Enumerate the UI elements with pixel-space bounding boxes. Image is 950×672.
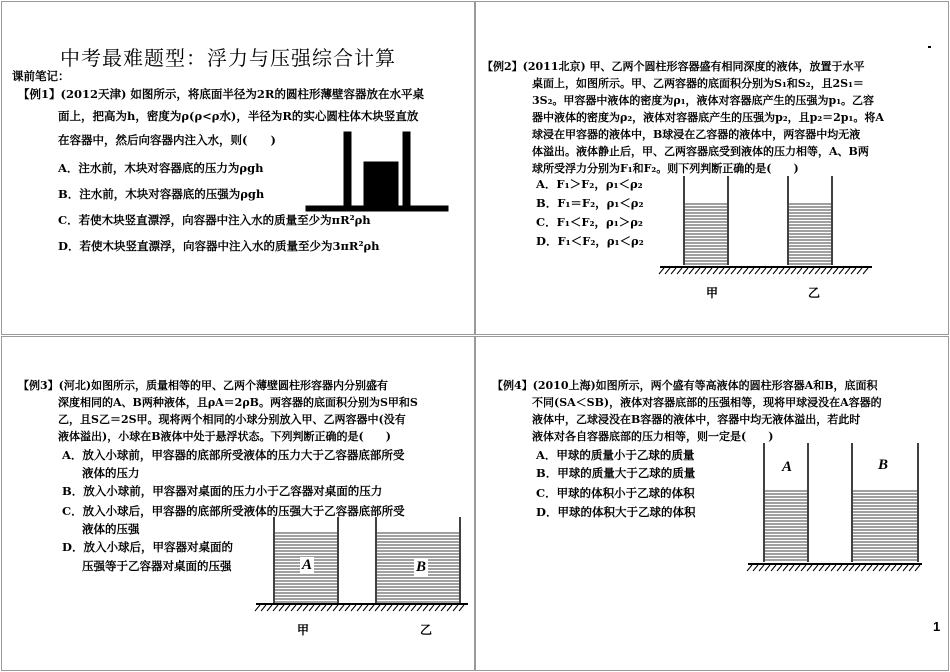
ground-hatch: [843, 565, 848, 571]
option-b: B．F₁＝F₂，ρ₁＜ρ₂: [536, 196, 644, 210]
ground-hatch: [837, 565, 842, 571]
ground-hatch: [725, 268, 730, 274]
ground-hatch: [411, 605, 416, 611]
ground-hatch: [713, 268, 718, 274]
ground-hatch: [779, 268, 784, 274]
ground-hatch: [831, 565, 836, 571]
ground-hatch: [855, 565, 860, 571]
ground-hatch: [827, 268, 832, 274]
option-b: B．甲球的质量大于乙球的质量: [536, 466, 696, 480]
ground-hatch: [291, 605, 296, 611]
two-liquid-containers-diagram: [252, 513, 472, 613]
ground-hatch: [423, 605, 428, 611]
ground-hatch: [849, 565, 854, 571]
ground-hatch: [707, 268, 712, 274]
ground-hatch: [375, 605, 380, 611]
ground-hatch: [261, 605, 266, 611]
notes-label: 课前笔记：: [12, 69, 70, 83]
ground-hatch: [387, 605, 392, 611]
option-a: A．注水前，木块对容器底的压力为ρgh: [58, 161, 264, 175]
ground-hatch: [863, 268, 868, 274]
ground-hatch: [273, 605, 278, 611]
question-line: 液体对各自容器底部的压力相等，则一定是( ): [532, 430, 774, 443]
ground-hatch: [897, 565, 902, 571]
option-c: C．甲球的体积小于乙球的体积: [536, 486, 695, 500]
ground-hatch: [737, 268, 742, 274]
ground-hatch: [783, 565, 788, 571]
ground-hatch: [789, 565, 794, 571]
question-line: 球所受浮力分别为F₁和F₂。则下列判断正确的是( ): [532, 162, 799, 175]
ground-hatch: [405, 605, 410, 611]
slide-example-3: [1, 336, 475, 671]
ground-hatch: [255, 605, 260, 611]
ground-hatch: [453, 605, 458, 611]
ground-hatch: [773, 268, 778, 274]
option-c: C．F₁＜F₂，ρ₁＞ρ₂: [536, 215, 643, 229]
ground-hatch: [351, 605, 356, 611]
option-c: C．若使木块竖直漂浮，向容器中注入水的质量至少为πR²ρh: [58, 213, 371, 227]
ground-hatch: [795, 565, 800, 571]
slide-example-4: [475, 336, 949, 671]
ground-hatch: [297, 605, 302, 611]
question-line: 深度相同的A、B两种液体，且ρA＝2ρB。两容器的底面积分别为S甲和S: [58, 396, 418, 409]
ground-hatch: [813, 565, 818, 571]
ground-hatch: [797, 268, 802, 274]
ground-hatch: [363, 605, 368, 611]
ground-hatch: [807, 565, 812, 571]
question-line: 桌面上，如图所示。甲、乙两容器的底面积分别为S₁和S₂，且2S₁＝: [532, 77, 864, 90]
question-line: 【例4】(2010上海)如图所示，两个盛有等高液体的圆柱形容器A和B，底面积: [492, 379, 878, 392]
two-containers-diagram: [656, 174, 886, 276]
ground-hatch: [683, 268, 688, 274]
question-line: 【例1】(2012天津) 如图所示，将底面半径为2R的圆柱形薄壁容器放在水平桌: [18, 87, 424, 101]
ground-hatch: [743, 268, 748, 274]
ground-hatch: [267, 605, 272, 611]
ground-hatch: [321, 605, 326, 611]
ground-hatch: [659, 268, 664, 274]
label-yi: 乙: [420, 623, 433, 637]
ground-hatch: [759, 565, 764, 571]
ground-hatch: [851, 268, 856, 274]
ground-hatch: [815, 268, 820, 274]
ground-hatch: [447, 605, 452, 611]
two-containers-ab-diagram: [744, 441, 924, 573]
ground-hatch: [441, 605, 446, 611]
question-line: 器中液体的密度为ρ₂，液体对容器底产生的压强为p₂，且p₂＝2p₁。将A: [532, 111, 884, 124]
container-with-wood-block-diagram: [302, 126, 452, 218]
ground-hatch: [381, 605, 386, 611]
ground-hatch: [357, 605, 362, 611]
ground-hatch: [821, 268, 826, 274]
ground-hatch: [671, 268, 676, 274]
ground-hatch: [345, 605, 350, 611]
question-line: 液体溢出)，小球在B液体中处于悬浮状态。下列判断正确的是( ): [58, 430, 391, 443]
option-a: A．甲球的质量小于乙球的质量: [536, 448, 695, 462]
option-d: D．放入小球后，甲容器对桌面的: [62, 540, 233, 554]
ground-hatch: [339, 605, 344, 611]
question-line: 在容器中，然后向容器内注入水，则( ): [58, 133, 276, 147]
ground-hatch: [873, 565, 878, 571]
ground-hatch: [459, 605, 464, 611]
ground-hatch: [719, 268, 724, 274]
ground-hatch: [833, 268, 838, 274]
ground-hatch: [327, 605, 332, 611]
ground-hatch: [749, 268, 754, 274]
ground-hatch: [303, 605, 308, 611]
ground-hatch: [315, 605, 320, 611]
ground-hatch: [809, 268, 814, 274]
ground-hatch: [891, 565, 896, 571]
option-a-cont: 液体的压力: [82, 466, 140, 480]
label-jia: 甲: [297, 623, 310, 637]
ground-hatch: [309, 605, 314, 611]
ground-hatch: [435, 605, 440, 611]
option-d: D．F₁＜F₂，ρ₁＜ρ₂: [536, 234, 644, 248]
ground-hatch: [819, 565, 824, 571]
question-line: 不同(SA＜SB)，液体对容器底部的压强相等，现将甲球浸没在A容器的: [532, 396, 882, 409]
question-line: 【例2】(2011北京) 甲、乙两个圆柱形容器盛有相同深度的液体，放置于水平: [482, 60, 865, 73]
ground-hatch: [861, 565, 866, 571]
ground-hatch: [915, 565, 920, 571]
option-a: A．F₁＞F₂，ρ₁＜ρ₂: [536, 177, 643, 191]
question-line: 3S₂。甲容器中液体的密度为ρ₁，液体对容器底产生的压强为p₁。乙容: [532, 94, 875, 107]
container-label-b: B: [878, 457, 889, 473]
ground-hatch: [689, 268, 694, 274]
slide-example-1: [1, 1, 475, 335]
page-title: 中考最难题型：浮力与压强综合计算: [60, 46, 396, 70]
ground-hatch: [429, 605, 434, 611]
ground-hatch: [393, 605, 398, 611]
ground-hatch: [747, 565, 752, 571]
ground-hatch: [761, 268, 766, 274]
ground-hatch: [731, 268, 736, 274]
ground-hatch: [695, 268, 700, 274]
label-yi: 乙: [808, 286, 821, 300]
ground-hatch: [857, 268, 862, 274]
ground-hatch: [909, 565, 914, 571]
ground-hatch: [825, 565, 830, 571]
ground-hatch: [785, 268, 790, 274]
ground-hatch: [755, 268, 760, 274]
ground-hatch: [753, 565, 758, 571]
ground-hatch: [333, 605, 338, 611]
ground-hatch: [839, 268, 844, 274]
ground-hatch: [845, 268, 850, 274]
liquid-label-a: A: [302, 557, 313, 573]
ground-hatch: [801, 565, 806, 571]
ground-hatch: [777, 565, 782, 571]
option-a: A．放入小球前，甲容器的底部所受液体的压力大于乙容器底部所受: [62, 448, 405, 462]
ground-hatch: [767, 268, 772, 274]
ground-hatch: [701, 268, 706, 274]
ground-hatch: [399, 605, 404, 611]
option-d-cont: 压强等于乙容器对桌面的压强: [82, 559, 232, 573]
option-c: C．放入小球后，甲容器的底部所受液体的压强大于乙容器底部所受: [62, 504, 405, 518]
option-d: D．若使木块竖直漂浮，向容器中注入水的质量至少为3πR²ρh: [58, 239, 380, 253]
ground-hatch: [803, 268, 808, 274]
ground-hatch: [867, 565, 872, 571]
option-d: D．甲球的体积大于乙球的体积: [536, 505, 696, 519]
ground-hatch: [879, 565, 884, 571]
ground-hatch: [369, 605, 374, 611]
question-line: 乙，且S乙＝2S甲。现将两个相同的小球分别放入甲、乙两容器中(没有: [58, 413, 406, 426]
ground-hatch: [285, 605, 290, 611]
option-c-cont: 液体的压强: [82, 522, 140, 536]
option-b: B．放入小球前，甲容器对桌面的压力小于乙容器对桌面的压力: [62, 484, 383, 498]
page-number: 1: [933, 619, 941, 634]
slide-example-2: [475, 1, 949, 335]
question-line: 体溢出。液体静止后，甲、乙两容器底受到液体的压力相等，A、B两: [532, 145, 869, 158]
ground-hatch: [677, 268, 682, 274]
ground-hatch: [885, 565, 890, 571]
question-line: 液体中，乙球浸没在B容器的液体中，容器中均无液体溢出，若此时: [532, 413, 861, 426]
ground-hatch: [791, 268, 796, 274]
question-line: 面上，把高为h，密度为ρ(ρ<ρ水)，半径为R的实心圆柱体木块竖直放: [58, 109, 419, 123]
label-jia: 甲: [706, 286, 719, 300]
ground-hatch: [665, 268, 670, 274]
option-b: B．注水前，木块对容器底的压强为ρgh: [58, 187, 265, 201]
ground-hatch: [765, 565, 770, 571]
ground-hatch: [417, 605, 422, 611]
question-line: 球浸在甲容器的液体中，B球浸在乙容器的液体中，两容器中均无液: [532, 128, 861, 141]
ground-hatch: [903, 565, 908, 571]
container-label-a: A: [782, 459, 793, 475]
question-line: 【例3】(河北)如图所示，质量相等的甲、乙两个薄壁圆柱形容器内分别盛有: [18, 379, 389, 392]
ground-hatch: [771, 565, 776, 571]
liquid-label-b: B: [416, 559, 427, 575]
ground-hatch: [279, 605, 284, 611]
dot-mark: [928, 46, 931, 48]
